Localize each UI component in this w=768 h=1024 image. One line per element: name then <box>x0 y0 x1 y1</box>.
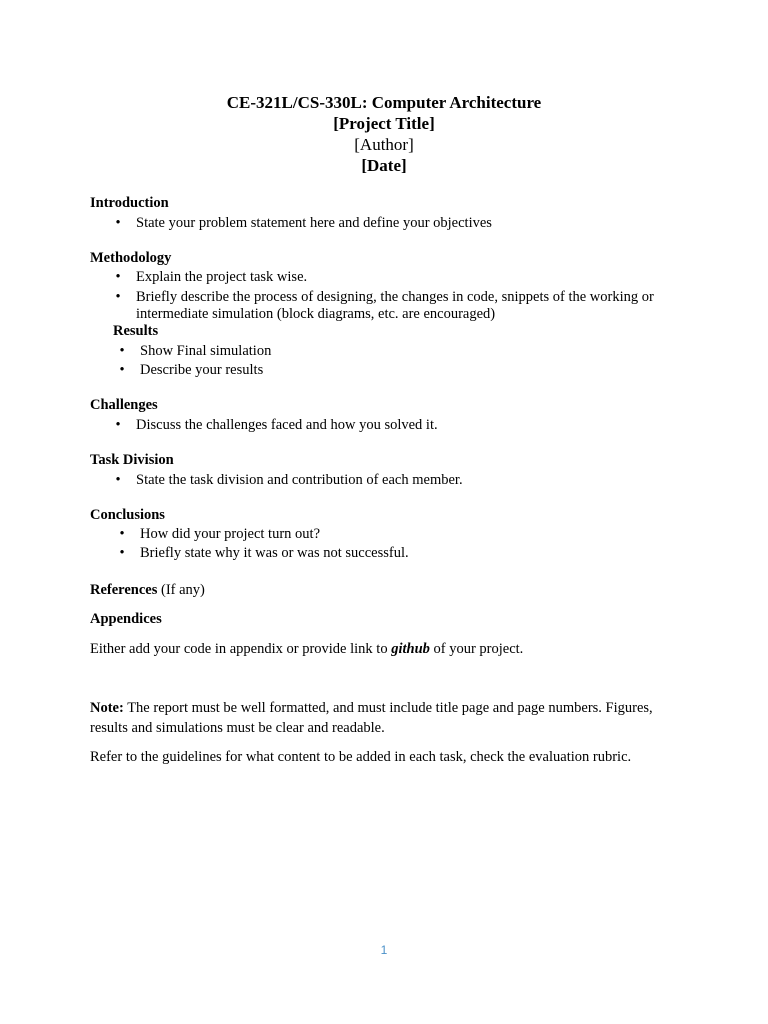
author: [Author] <box>354 135 414 154</box>
bullet-icon: • <box>119 362 125 378</box>
bullet-icon: • <box>119 526 125 542</box>
conclusions-heading: Conclusions <box>90 507 165 523</box>
bullet-icon: • <box>119 545 125 561</box>
references-heading: References <box>90 582 158 598</box>
task-division-heading: Task Division <box>90 452 174 468</box>
list-item-continuation: intermediate simulation (block diagrams, etc. are encouraged) <box>136 306 496 322</box>
introduction-heading: Introduction <box>90 195 169 211</box>
bullet-icon: • <box>115 417 121 433</box>
guidelines-text: Refer to the guidelines for what content to be added in each task, check the evaluation rubric. <box>90 749 632 765</box>
results-heading: Results <box>113 323 159 339</box>
list-item-text: Explain the project task wise. <box>136 269 308 285</box>
list-item-text: State your problem statement here and define your objectives <box>136 215 492 231</box>
appendices-text-before: Either add your code in appendix or provide link to <box>90 641 392 657</box>
references-line <box>90 582 205 599</box>
list-item-text: State the task division and contribution of each member. <box>136 472 463 488</box>
list-item-text: Describe your results <box>140 362 264 378</box>
list-item-text: How did your project turn out? <box>140 526 321 542</box>
note-text: The report must be well formatted, and must include title page and page numbers. Figures, <box>123 700 653 716</box>
date: [Date] <box>361 156 407 175</box>
bullet-icon: • <box>115 269 121 285</box>
list-item-text: Briefly describe the process of designing, the changes in code, snippets of the working or <box>136 289 654 305</box>
page-number: 1 <box>380 943 388 957</box>
bullet-icon: • <box>119 343 125 359</box>
challenges-heading: Challenges <box>90 397 158 413</box>
list-item-text: Show Final simulation <box>140 343 272 359</box>
note-label: Note: <box>90 700 124 716</box>
title-block <box>0 92 768 176</box>
bullet-icon: • <box>115 472 121 488</box>
github-word: github <box>391 641 430 657</box>
note-line-1 <box>90 700 653 717</box>
project-title: [Project Title] <box>333 114 435 133</box>
appendices-text-after: of your project. <box>429 641 524 657</box>
list-item-text: Briefly state why it was or was not successful. <box>140 545 409 561</box>
list-item-text: Discuss the challenges faced and how you solved it. <box>136 417 438 433</box>
appendices-text <box>90 641 523 658</box>
bullet-icon: • <box>115 289 121 305</box>
appendices-heading: Appendices <box>90 611 162 627</box>
course-title: CE-321L/CS-330L: Computer Architecture <box>226 93 542 112</box>
references-suffix: (If any) <box>157 582 205 598</box>
bullet-icon: • <box>115 215 121 231</box>
methodology-heading: Methodology <box>90 250 172 266</box>
note-line-2: results and simulations must be clear and readable. <box>90 720 385 736</box>
